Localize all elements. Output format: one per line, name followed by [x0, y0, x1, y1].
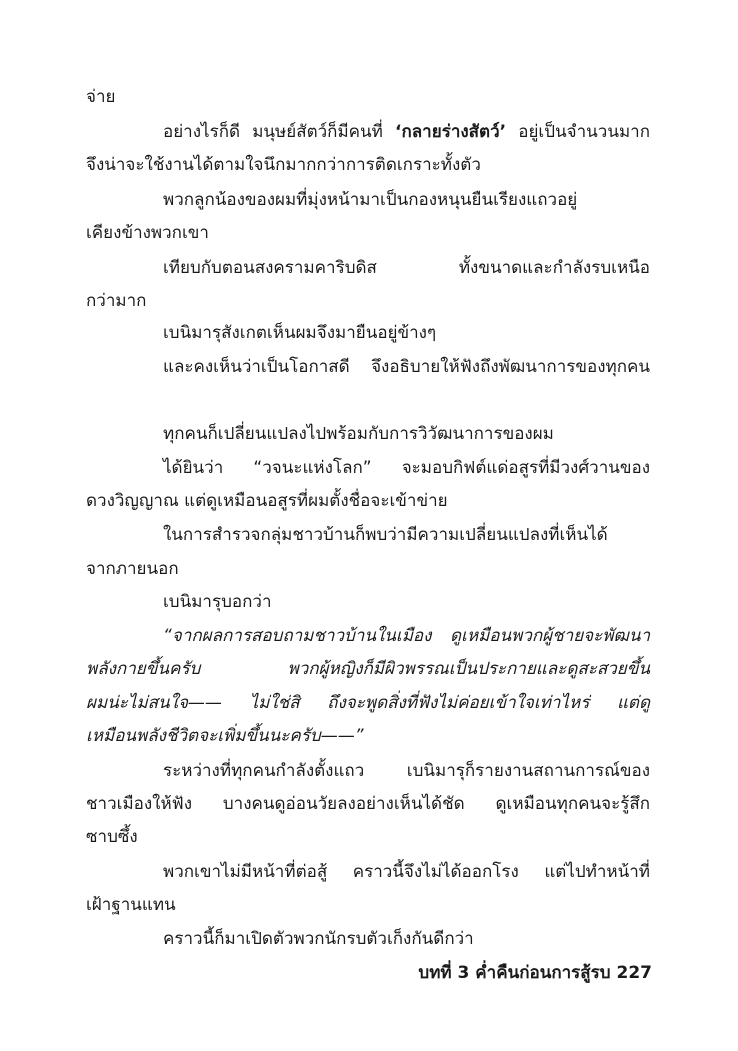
- text-line: และคงเห็นว่าเป็นโอกาสดี จึงอธิบายให้ฟังถึงพัฒนาการของทุกคน: [163, 357, 650, 377]
- text-line: คราวนี้ก็มาเปิดตัวพวกนักรบตัวเก็งกันดีกว่า: [163, 929, 474, 949]
- text-line: พวกเขาไม่มีหน้าที่ต่อสู้ คราวนี้จึงไม่ได้ออกโรง แต่ไปทำหน้าที่: [163, 862, 650, 882]
- text-span: อย่างไรก็ดี มนุษย์สัตว์ก็มีคนที่: [163, 122, 396, 142]
- text-line: พวกลูกน้องของผมที่มุ่งหน้ามาเป็นกองหนุนยืนเรียงแถวอยู่: [163, 190, 578, 210]
- text-span: อยู่เป็นจำนวนมาก: [506, 122, 650, 142]
- text-line: [163, 121, 650, 143]
- text-line: ดวงวิญญาณ แต่ดูเหมือนอสูรที่ผมตั้งชื่อจะเข้าข่าย: [86, 491, 448, 511]
- text-line: เคียงข้างพวกเขา: [86, 223, 209, 243]
- quote-line: เหมือนพลังชีวิตจะเพิ่มขึ้นนะครับ——”: [86, 726, 364, 746]
- text-line: จึงน่าจะใช้งานได้ตามใจนึกมากกว่าการติดเกราะทั้งตัว: [86, 155, 481, 175]
- quote-line: “จากผลการสอบถามชาวบ้านในเมือง ดูเหมือนพวกผู้ชายจะพัฒนา: [163, 626, 650, 646]
- text-line: ซาบซึ้ง: [86, 827, 138, 847]
- text-line: ในการสำรวจกลุ่มชาวบ้านก็พบว่ามีความเปลี่ยนแปลงที่เห็นได้: [163, 525, 608, 545]
- quote-line: พลังกายขึ้นครับ พวกผู้หญิงก็มีผิวพรรณเป็นประกายและดูสะสวยขึ้น: [86, 659, 650, 679]
- emphasis-text: ‘กลายร่างสัตว์’: [395, 122, 507, 142]
- text-line: ชาวเมืองให้ฟัง บางคนดูอ่อนวัยลงอย่างเห็นได้ชัด ดูเหมือนทุกคนจะรู้สึก: [86, 794, 650, 814]
- text-line: เฝ้าฐานแทน: [86, 895, 176, 915]
- quote-line: ผมน่ะไม่สนใจ—— ไม่ใช่สิ ถึงจะพูดสิ่งที่ฟังไม่ค่อยเข้าใจเท่าไหร่ แต่ดู: [86, 693, 650, 713]
- text-line: ได้ยินว่า “วจนะแห่งโลก” จะมอบกิฟต์แด่อสูรที่มีวงศ์วานของ: [163, 458, 650, 478]
- text-line: จ่าย: [86, 87, 116, 107]
- text-line: เบนิมารุสังเกตเห็นผมจึงมายืนอยู่ข้างๆ: [163, 323, 437, 343]
- text-line: จากภายนอก: [86, 559, 179, 579]
- page-footer: บทที่ 3 ค่ำคืนก่อนการสู้รบ 227: [418, 963, 652, 983]
- text-line: กว่ามาก: [86, 291, 147, 311]
- text-line: ระหว่างที่ทุกคนกำลังตั้งแถว เบนิมารุก็รายงานสถานการณ์ของ: [163, 761, 650, 781]
- text-line: เบนิมารุบอกว่า: [163, 592, 272, 612]
- text-line: เทียบกับตอนสงครามคาริบดิส ทั้งขนาดและกำลังรบเหนือ: [163, 258, 650, 278]
- text-line: ทุกคนก็เปลี่ยนแปลงไปพร้อมกับการวิวัฒนาการของผม: [163, 424, 554, 444]
